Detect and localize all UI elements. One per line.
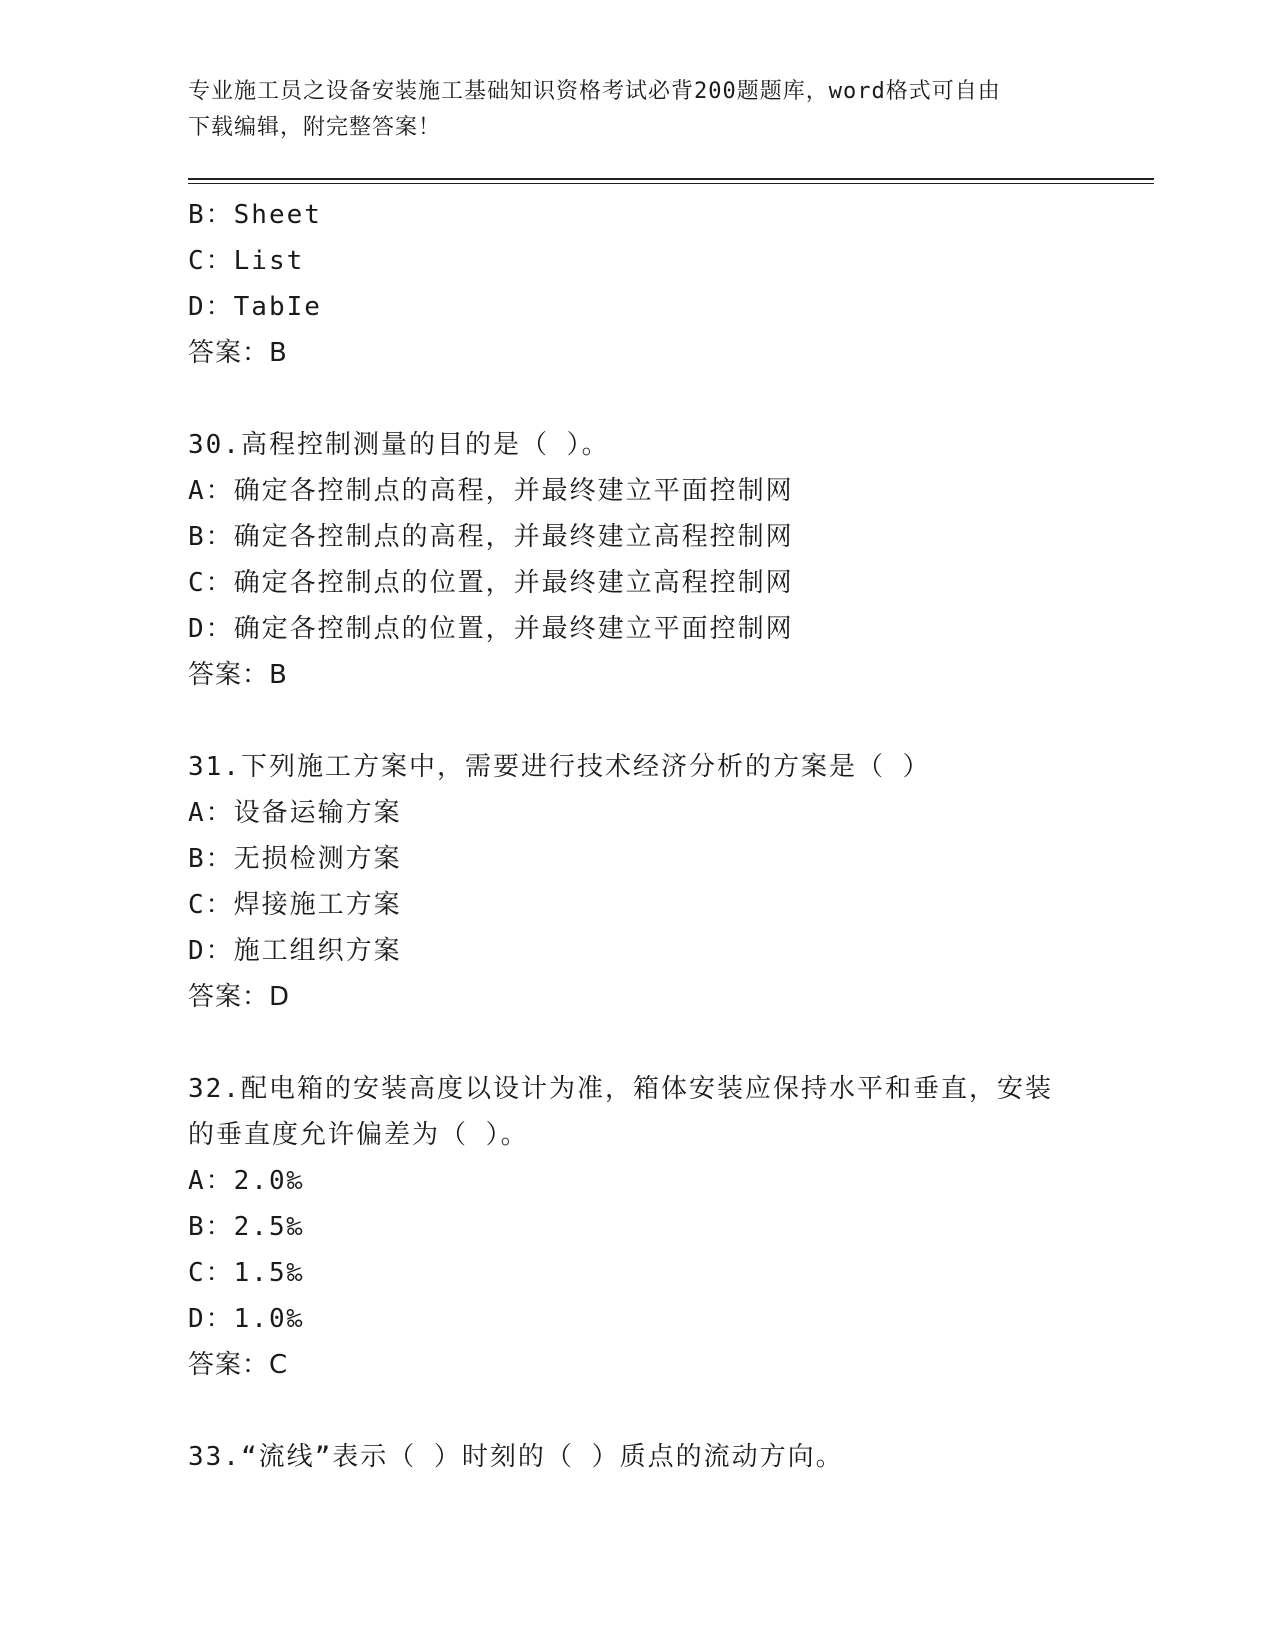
question-32 (188, 1066, 1128, 1388)
document-header (188, 74, 1088, 146)
option-b: B：2.5‰ (188, 1212, 305, 1242)
question-29-continued (188, 192, 1128, 376)
question-stem: 30.高程控制测量的目的是（ ）。 (188, 430, 610, 460)
question-31 (188, 744, 1128, 1020)
question-stem-line-2: 的垂直度允许偏差为（ ）。 (188, 1120, 529, 1150)
answer-29: 答案：B (188, 338, 288, 368)
question-stem-line-1: 32.配电箱的安装高度以设计为准，箱体安装应保持水平和垂直，安装 (188, 1074, 1053, 1104)
header-title-line-1: 专业施工员之设备安装施工基础知识资格考试必背200题题库，word格式可自由 (188, 79, 1001, 104)
option-c: C：焊接施工方案 (188, 890, 402, 920)
header-title-line-2: 下载编辑，附完整答案！ (188, 115, 442, 140)
answer-32: 答案：C (188, 1350, 289, 1380)
option-b: B：Sheet (188, 200, 322, 230)
question-stem: 33.“流线”表示（ ）时刻的（ ）质点的流动方向。 (188, 1442, 844, 1472)
answer-30: 答案：B (188, 660, 288, 690)
option-a: A：确定各控制点的高程，并最终建立平面控制网 (188, 476, 794, 506)
option-a: A：2.0‰ (188, 1166, 305, 1196)
header-divider-thick (188, 178, 1154, 180)
header-divider-thin (188, 183, 1154, 184)
answer-31: 答案：D (188, 982, 291, 1012)
option-d: D：1.0‰ (188, 1304, 305, 1334)
option-d: D：TabIe (188, 292, 322, 322)
option-b: B：确定各控制点的高程，并最终建立高程控制网 (188, 522, 794, 552)
question-33 (188, 1434, 1128, 1480)
option-c: C：确定各控制点的位置，并最终建立高程控制网 (188, 568, 794, 598)
option-a: A：设备运输方案 (188, 798, 402, 828)
question-30 (188, 422, 1128, 698)
option-d: D：确定各控制点的位置，并最终建立平面控制网 (188, 614, 794, 644)
option-b: B：无损检测方案 (188, 844, 402, 874)
question-stem: 31.下列施工方案中，需要进行技术经济分析的方案是（ ） (188, 752, 931, 782)
option-c: C：1.5‰ (188, 1258, 305, 1288)
option-d: D：施工组织方案 (188, 936, 402, 966)
question-list (188, 192, 1128, 1480)
option-c: C：List (188, 246, 305, 276)
